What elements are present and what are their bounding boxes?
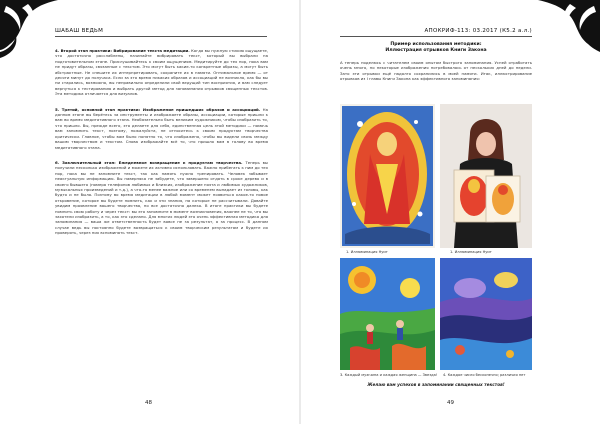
- author-photo-artwork: [440, 104, 532, 248]
- paragraph-lead: 4. Второй этап практики: Вибрирование текста медитации.: [55, 48, 190, 53]
- paragraph-text: На данном этапе вы берётесь за инструменты и изображаете образы, ассоциации, которые пришли к вам во время медитативного этапа. Необязательно быть великим художником, чтобы изобразить то, что пришло. Вы, прежде всего, это делаете для себя, единственная цель этой методики — помочь вам запомнить текст, поэтому, пожалуйста, не относитесь к своим продуктам творчества критически. Главное, чтобы вам было понятно то, что изображено, чтобы вы видели связь между вашим творчеством и текстом. Снова изображайте всё то, что пришло вам в голову во время медитативного этапа.: [55, 106, 268, 150]
- closing-wish: Желаю вам успехов в запоминании священных текстов!: [367, 382, 505, 387]
- paragraph-stage-4: [55, 48, 268, 97]
- paragraph-stage-5: [55, 107, 268, 150]
- header-rule-right: [340, 36, 532, 37]
- caption-image-4: 4. Каждое число бесконечно; различия нет: [443, 373, 526, 377]
- page-number-right: 49: [447, 400, 454, 406]
- paragraph-lead: 6. Заключительный этап: Ежедневное возвращение к продуктам творчества.: [55, 159, 243, 165]
- example-title-line1: Пример использования методики:: [390, 42, 482, 47]
- example-title-line2: Иллюстрация отрывков Книги Закона: [385, 48, 487, 53]
- left-body-text: [55, 48, 268, 237]
- photo-author-with-painting: [440, 104, 532, 248]
- paragraph-lead: 5. Третий, основной этап практики: Изображение пришедших образов и ассоциаций.: [55, 106, 261, 112]
- running-header-left: ШАБАШ ВЕДЬМ: [55, 28, 104, 34]
- caption-image-3: 3. Каждый мужчина и каждая женщина — Звезда!: [340, 373, 438, 377]
- page-number-left: 48: [145, 400, 152, 406]
- painting-every-number-infinite: [440, 258, 532, 370]
- painting-nuit-illustration: [340, 104, 435, 248]
- running-header-right: АПОКРИФ-113: 03.2017 (К5.2 а.л.): [424, 28, 532, 34]
- painting-every-man-woman-star: [340, 258, 435, 370]
- example-title: [340, 42, 532, 54]
- star-painting-artwork: [340, 258, 435, 370]
- example-intro: А теперь поделюсь с читателем своим опытом быстрого запоминания. Успей отработать очень много, но некоторые изображения потребовалось от нескольких дней до недели. Зато эти отрывки ещё надолго сохранились в моей памяти. Итак, иллюстрирование отрывков из I главы Книги Закона как эффективного запоминания:: [340, 60, 532, 82]
- paragraph-text: Когда вы нужную стихию ощущаете, что достаточно расслаблены, начинайте вибрировать текст, который вы выбрали на подготовительном этапе. Прислушивайтесь к своим ощущениям. Медитируйте до тех пор, пока вам не придут образы, связанные с текстом. Это могут быть какие-то конкретные образы, а могут быть абстрактные. Не спешите их интерпретировать, сохраните их в памяти. Оптимальное время — от десяти минут до получаса. Если за это время никаких образов и ассоциаций не возникло, как бы вы ни старались, возможно, вы неправильно определили свой ведущий тип восприятия, и вам следует вернуться к тестированию и выбрать другой метод для запоминания отрывков священных текстов. Эта методика отличается для визуалов.: [55, 48, 268, 97]
- caption-image-2: 1. Иллюминация Нуит: [450, 250, 492, 254]
- paragraph-text: Теперь вы получили несколько изображений и можете их активно использовать. Важно прибегать к ним до тех пор, пока вы не запомните текст, так как память нужно тренировать. Человек забывает неактуальную информацию. Вы наверняка не забудете, что завершено отдать в сроке дерево и в своего бывшего (номера телефонов любимых и близких, изображение поэта и любимых художников, музыкальных произведений и т.д.), а что-то менее важное или со временем выпадает из головы, как будто и не было. Поэтому во время медитации в любой момент может появиться какое-то новое откровение, которое вы будете помнить, как и эти знания, на которые не рассчитывали. Давайте увидим проявление вашего творчества, но все достаточно далеко. В итоге практики вы будете помнить свою работу и через текст: вы его запомните в момент возникновения, важнее не то, что вы захотели изобразить, а то, как это сделано. Для многих людей это очень эффективная методика для запоминания — ваша же ответственность будет вовсе не за результат, а за процесс. В данном случае ведь вы постоянно будете возвращаться к своим творческим результатам и будете их проверять, через них вспоминать текст.: [55, 159, 268, 236]
- painting-nuit-artwork: [340, 104, 435, 248]
- paragraph-stage-6: [55, 160, 268, 236]
- caption-image-1: 1. Иллюминация Нуит: [346, 250, 388, 254]
- infinite-painting-artwork: [440, 258, 532, 370]
- tribal-ornament-top-right: [538, 0, 600, 62]
- tribal-ornament-top-left: [0, 0, 58, 58]
- header-rule-left: [55, 36, 267, 37]
